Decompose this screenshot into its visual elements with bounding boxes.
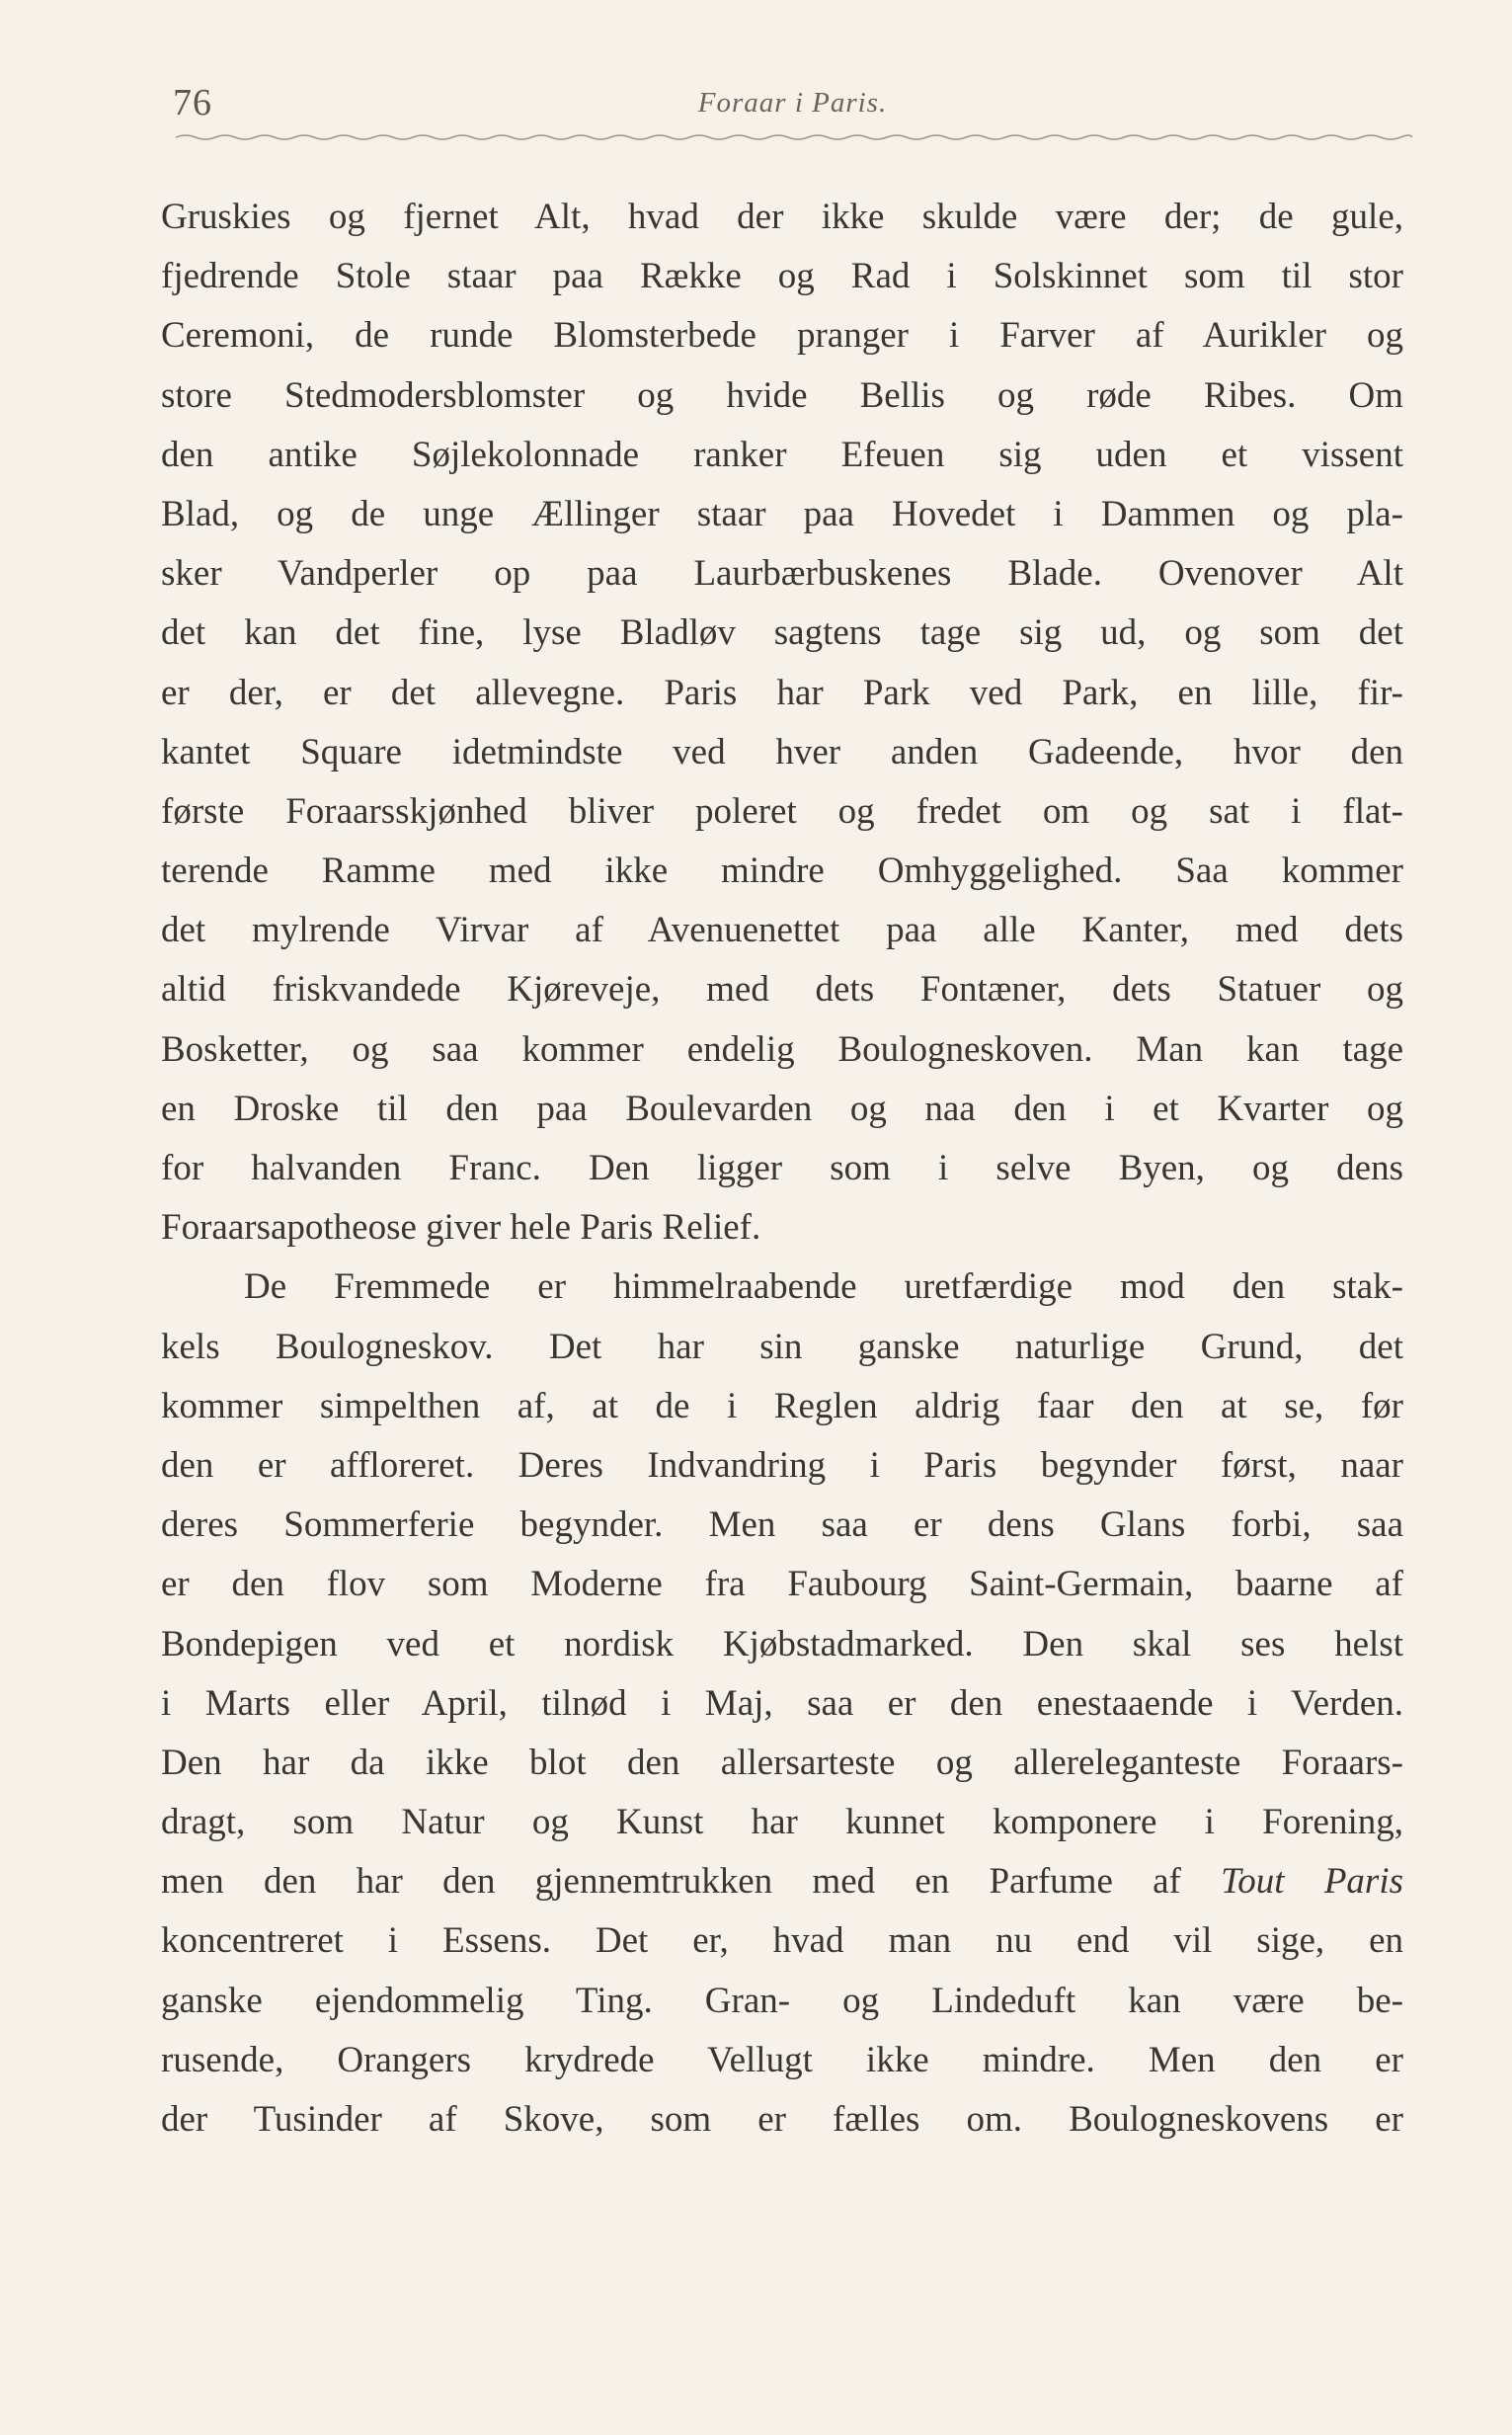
text-line: Bosketter, og saa kommer endelig Boulogneskoven. Man kan tage — [161, 1028, 1403, 1070]
text-line: den antike Søjlekolonnade ranker Efeuen sig uden et vissent — [161, 434, 1403, 475]
text-line: kels Boulogneskov. Det har sin ganske naturlige Grund, det — [161, 1326, 1403, 1367]
text-line: terende Ramme med ikke mindre Omhyggelighed. Saa kommer — [161, 851, 1403, 892]
text-line: i Marts eller April, tilnød i Maj, saa er den enestaaende i Verden. — [161, 1682, 1403, 1724]
text-line: Blad, og de unge Ællinger staar paa Hovedet i Dammen og pla- — [161, 493, 1403, 534]
body-text — [161, 188, 1403, 2150]
text-line: Ceremoni, de runde Blomsterbede pranger i Farver af Aurikler og — [161, 315, 1403, 357]
text-line: Bondepigen ved et nordisk Kjøbstadmarked. Den skal ses helst — [161, 1623, 1403, 1664]
text-line: Gruskies og fjernet Alt, hvad der ikke skulde være der; de gule, — [161, 197, 1403, 237]
italic-phrase: Tout Paris — [1221, 1861, 1404, 1903]
text-line: altid friskvandede Kjøreveje, med dets Fontæner, dets Statuer og — [161, 969, 1403, 1011]
text-line: er den flov som Moderne fra Faubourg Saint-Germain, baarne af — [161, 1564, 1403, 1605]
text-line: De Fremmede er himmelraabende uretfærdige mod den stak- — [244, 1266, 1403, 1308]
text-line: det kan det fine, lyse Bladløv sagtens tage sig ud, og som det — [161, 612, 1403, 654]
text-line: kantet Square idetmindste ved hver anden Gadeende, hvor den — [161, 731, 1403, 772]
text-line: store Stedmodersblomster og hvide Bellis og røde Ribes. Om — [161, 374, 1403, 416]
text-line: fjedrende Stole staar paa Række og Rad i Solskinnet som til stor — [161, 256, 1403, 297]
text-line: rusende, Orangers krydrede Vellugt ikke mindre. Men den er — [161, 2039, 1403, 2080]
header-rule — [176, 132, 1412, 142]
text-line: en Droske til den paa Boulevarden og naa den i et Kvarter og — [161, 1088, 1403, 1129]
text-line: kommer simpelthen af, at de i Reglen aldrig faar den at se, før — [161, 1385, 1403, 1426]
text-line: ganske ejendommelig Ting. Gran- og Lindeduft kan være be- — [161, 1980, 1403, 2021]
text-line-with-italic — [161, 1852, 1403, 1911]
text-line: sker Vandperler op paa Laurbærbuskenes Blade. Ovenover Alt — [161, 553, 1403, 595]
text-line: det mylrende Virvar af Avenuenettet paa alle Kanter, med dets — [161, 910, 1403, 951]
text-line: første Foraarsskjønhed bliver poleret og fredet om og sat i flat- — [161, 790, 1403, 832]
text-line: for halvanden Franc. Den ligger som i selve Byen, og dens — [161, 1148, 1403, 1188]
page-number: 76 — [173, 82, 212, 123]
text-line: den er affloreret. Deres Indvandring i Paris begynder først, naar — [161, 1444, 1403, 1486]
text-line-part: men den har den gjennemtrukken med en Parfume af — [161, 1861, 1222, 1903]
text-line: deres Sommerferie begynder. Men saa er dens Glans forbi, saa — [161, 1504, 1403, 1546]
text-line: koncentreret i Essens. Det er, hvad man nu end vil sige, en — [161, 1920, 1403, 1962]
running-head: Foraar i Paris. — [697, 87, 888, 119]
text-line: Foraarsapotheose giver hele Paris Relief. — [161, 1207, 761, 1249]
text-line: Den har da ikke blot den allersarteste og allereleganteste Foraars- — [161, 1742, 1403, 1783]
text-line: der Tusinder af Skove, som er fælles om. Boulogneskovens er — [161, 2099, 1403, 2140]
text-line: dragt, som Natur og Kunst har kunnet komponere i Forening, — [161, 1802, 1403, 1843]
text-line: er der, er det allevegne. Paris har Park ved Park, en lille, fir- — [161, 672, 1403, 713]
page-header — [173, 81, 1412, 140]
